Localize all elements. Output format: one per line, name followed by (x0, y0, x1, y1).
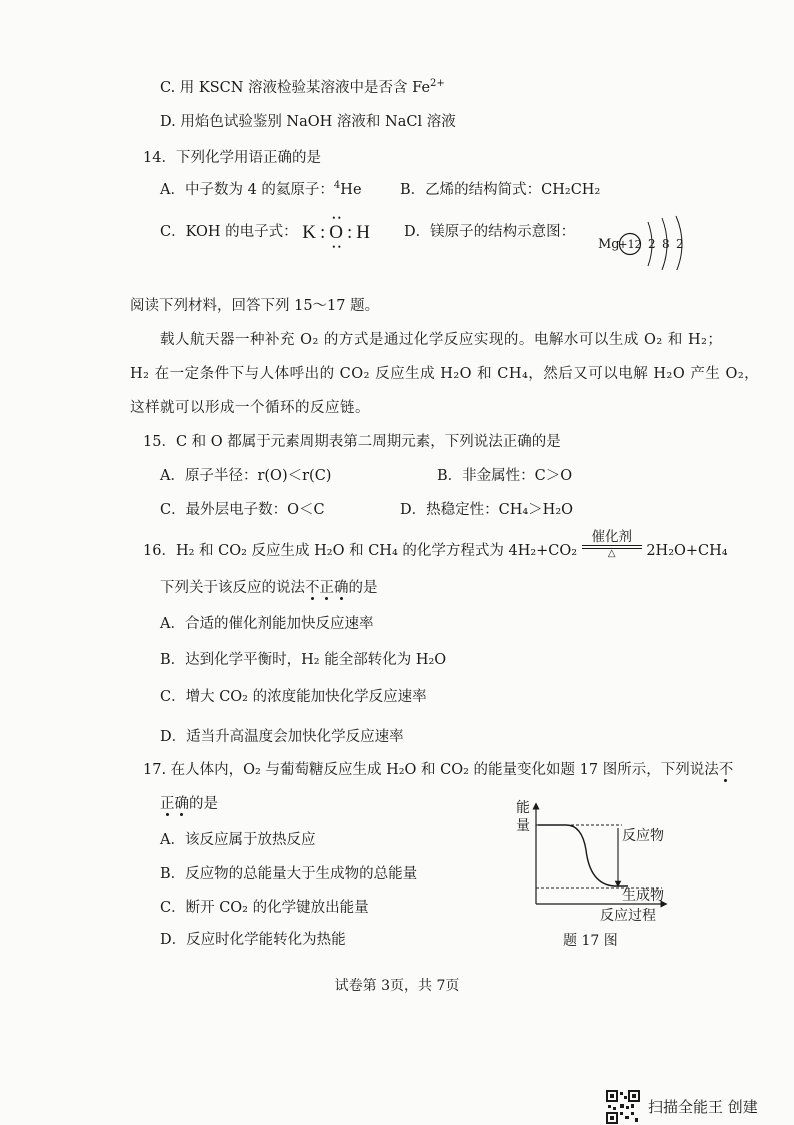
lewis-dots-bottom: • • (332, 242, 341, 252)
emphasis-bu: 不 (305, 580, 320, 596)
q16-reaction-arrow (582, 529, 642, 561)
q17-option-a: A．该反应属于放热反应 (160, 832, 316, 848)
q14-option-d: D．镁原子的结构示意图： (404, 224, 576, 240)
q14-stem: 14．下列化学用语正确的是 (143, 150, 321, 166)
scanner-watermark: 扫描全能王 创建 (648, 1098, 758, 1116)
q17-stem-text: 17. 在人体内，O₂ 与葡萄糖反应生成 H₂O 和 CO₂ 的能量变化如题 17 图所示，下列说法 (143, 762, 719, 778)
qr-code-icon (606, 1090, 640, 1124)
q16-substem-post: 的是 (348, 580, 378, 596)
energy-curve (538, 825, 628, 886)
q16-substem (160, 578, 378, 598)
emphasis-bu: 不 (718, 762, 734, 778)
q15-option-c: C．最外层电子数：O＜C (160, 502, 325, 518)
mg-symbol: Mg (598, 237, 620, 252)
passage-line-3: 这样就可以形成一个循环的反应链。 (130, 400, 370, 416)
koh-lewis-structure (302, 213, 375, 252)
q16-option-a: A．合适的催化剂能加快反应速率 (160, 616, 374, 632)
passage-instruction: 阅读下列材料，回答下列 15～17 题。 (130, 298, 380, 314)
q15-option-d: D．热稳定性：CH₄＞H₂O (400, 502, 574, 518)
mg-shell-3-count: 2 (676, 237, 684, 251)
q14-option-a-text: A．中子数为 4 的氦原子： (160, 182, 334, 198)
q14-option-c-label: C．KOH 的电子式： (160, 224, 298, 240)
q14-option-c (160, 213, 375, 252)
lewis-dots-top: • • (332, 213, 341, 223)
q14-option-a-sup: 4 (333, 180, 341, 191)
emphasis-que: 确 (334, 580, 349, 596)
q17-option-c: C．断开 CO₂ 的化学键放出能量 (160, 900, 369, 916)
q16-option-b: B．达到化学平衡时，H₂ 能全部转化为 H₂O (160, 652, 447, 668)
q14-option-a-sym: He (340, 182, 362, 198)
q13-option-c-sup: 2+ (430, 78, 445, 89)
q16-equation-left: 16．H₂ 和 CO₂ 反应生成 H₂O 和 CH₄ 的化学方程式为 4H₂+CO₂ (143, 543, 578, 559)
q16-substem-pre: 下列关于该反应的说法 (160, 580, 305, 596)
mg-shell-2-count: 8 (662, 237, 670, 251)
emphasis-zheng: 正 (319, 580, 334, 596)
q13-option-d: D. 用焰色试验鉴别 NaOH 溶液和 NaCl 溶液 (160, 114, 456, 130)
passage-line-1: 载人航天器一种补充 O₂ 的方式是通过化学反应实现的。电解水可以生成 O₂ 和 H₂； (160, 332, 723, 348)
q13-option-c (160, 78, 445, 98)
q16-option-d: D．适当升高温度会加快化学反应速率 (160, 729, 404, 745)
lewis-formula: K:O:H (302, 222, 375, 243)
x-axis-label: 反应过程 (600, 908, 656, 924)
mg-atom-structure-diagram (596, 214, 692, 270)
catalyst-label: 催化剂 (582, 529, 642, 546)
heat-symbol: △ (607, 548, 616, 559)
figure-caption: 题 17 图 (563, 933, 618, 949)
q15-option-b: B．非金属性：C＞O (437, 468, 573, 484)
y-axis-label-1: 能 (516, 800, 530, 816)
q16-stem (143, 529, 728, 561)
y-axis-label-2: 量 (516, 818, 530, 834)
q17-stem-line-1 (143, 760, 733, 780)
passage-line-2: H₂ 在一定条件下与人体呼出的 CO₂ 反应生成 H₂O 和 CH₄，然后又可以电解 H₂O 产生 O₂， (130, 366, 760, 382)
q13-option-c-text: C. 用 KSCN 溶液检验某溶液中是否含 Fe (160, 80, 431, 96)
q16-option-c: C．增大 CO₂ 的浓度能加快化学反应速率 (160, 689, 427, 705)
emphasis-que: 确 (174, 796, 189, 812)
q14-option-b: B．乙烯的结构简式：CH₂CH₂ (400, 182, 601, 198)
q16-equation-right: 2H₂O+CH₄ (646, 543, 728, 559)
page-footer: 试卷第 3页，共 7页 (334, 978, 460, 994)
q17-stem-line-2 (160, 794, 218, 814)
product-label: 生成物 (622, 888, 664, 904)
reactant-label: 反应物 (622, 828, 664, 844)
mg-nucleus-label: +12 (618, 238, 642, 251)
q17-option-b: B．反应物的总能量大于生成物的总能量 (160, 866, 418, 882)
q15-stem: 15．C 和 O 都属于元素周期表第二周期元素，下列说法正确的是 (143, 434, 561, 450)
mg-shell-1-count: 2 (648, 237, 656, 251)
q14-option-a (160, 180, 362, 200)
q17-stem-post: 的是 (189, 796, 218, 812)
q15-option-a: A．原子半径：r(O)＜r(C) (160, 468, 332, 484)
emphasis-zheng: 正 (160, 796, 175, 812)
q17-option-d: D．反应时化学能转化为热能 (160, 932, 346, 948)
